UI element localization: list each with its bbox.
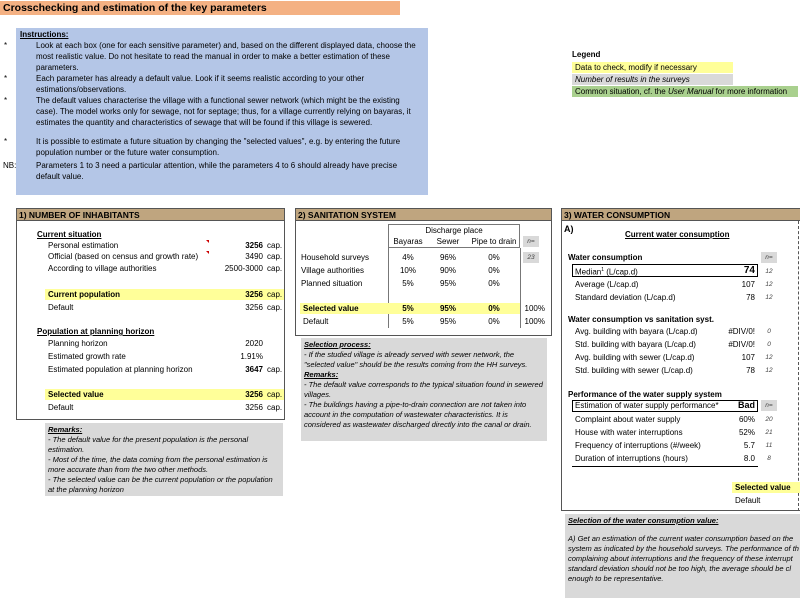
horizon-population-value: 3647 — [245, 365, 263, 374]
selected-sewer[interactable]: 95% — [439, 304, 456, 313]
cell[interactable]: 90% — [439, 266, 456, 275]
sel-title: Selection of the water consumption value: — [568, 516, 719, 525]
vs-title: Water consumption vs sanitation syst. — [568, 315, 714, 324]
bullet-mark: * — [4, 74, 8, 83]
remark: - The default value for the present population is the personal estimation. — [48, 435, 249, 454]
section1-header: 1) NUMBER OF INHABITANTS — [16, 208, 285, 221]
average-value: 107 — [741, 280, 755, 289]
instruction-text: The default values characterise the village with a functional sewer network (which might be the existing case). The model works only for sewage, not for septage; thus, for a village currently relying on bayaras, it estimates the quantity and characteristics of sewage that will be found if this village is sewered. — [36, 96, 411, 127]
n-count: 0 — [767, 328, 771, 335]
col-bayaras: Bayaras — [393, 237, 423, 246]
bullet-mark: * — [4, 137, 8, 146]
unit: cap. — [267, 403, 283, 412]
legend-common-pre: Common situation, cf. the — [575, 87, 668, 96]
current-population-label: Current population — [48, 290, 120, 299]
current-population-value[interactable]: 3256 — [245, 290, 263, 299]
section2-header: 2) SANITATION SYSTEM — [295, 208, 552, 221]
default-value: 3256 — [245, 303, 263, 312]
col-pipe: Pipe to drain — [471, 237, 517, 246]
official-label: Official (based on census and growth rate) — [48, 252, 199, 261]
col-n: n= — [523, 236, 539, 247]
legend-common-manual: User Manual — [667, 87, 714, 96]
std-label: Standard deviation (L/cap.d) — [575, 293, 676, 302]
n-count: 12 — [765, 294, 773, 301]
perf-row-label: Duration of interruptions (hours) — [575, 454, 688, 463]
process-title: Selection process: — [304, 340, 371, 349]
remark: - Most of the time, the data coming from the personal estimation is more accurate than from the two other methods. — [48, 455, 268, 474]
selected-total: 100% — [524, 304, 545, 313]
planning-horizon-value[interactable]: 2020 — [245, 339, 263, 348]
default2-value: 3256 — [245, 403, 263, 412]
growth-rate-label: Estimated growth rate — [48, 352, 126, 361]
process-text: - If the studied village is already served with sewer network, the "selected value" should be the results coming from the HH surveys. — [304, 350, 528, 369]
instruction-text: It is possible to estimate a future situation by changing the "selected values", e.g. by entering the future population number or the future water consumption. — [36, 137, 401, 157]
growth-rate-value[interactable]: 1.91% — [240, 352, 263, 361]
legend-common-post: for more information — [713, 87, 788, 96]
perf-row-label: Frequency of interruptions (#/week) — [575, 441, 701, 450]
default2-label: Default — [48, 403, 74, 412]
section1-remarks — [45, 423, 283, 496]
perf-row-value: 52% — [738, 428, 755, 437]
wc-title: Water consumption — [568, 253, 643, 262]
legend-title: Legend — [572, 50, 601, 59]
current-situation-title: Current situation — [37, 230, 102, 239]
part-a: A) — [564, 224, 574, 234]
instructions — [3, 29, 420, 182]
selected-label: Selected value — [303, 304, 359, 313]
unit: cap. — [267, 252, 283, 261]
authorities-label: According to village authorities — [48, 264, 157, 273]
std-value: 78 — [746, 293, 755, 302]
horizon-title: Population at planning horizon — [37, 327, 155, 336]
selected-bayaras[interactable]: 5% — [402, 304, 414, 313]
instruction-bullet — [4, 136, 420, 158]
vs-row-label: Avg. building with bayara (L/cap.d) — [575, 327, 698, 336]
n-header: n= — [761, 252, 777, 263]
legend-item-count: Number of results in the surveys — [572, 74, 733, 85]
vs-row-label: Avg. building with sewer (L/cap.d) — [575, 353, 695, 362]
perf-title: Performance of the water supply system — [568, 390, 722, 399]
planned-label: Planned situation — [301, 279, 363, 288]
unit: cap. — [267, 290, 283, 299]
nb-text: Parameters 1 to 3 need a particular attention, while the parameters 4 to 6 should already have precise default value. — [36, 161, 398, 181]
perf-row-value: 60% — [738, 415, 755, 424]
n-count: 23 — [523, 252, 539, 263]
selected-label: Selected value — [48, 390, 104, 399]
cell: 5% — [402, 317, 414, 326]
remark: - The selected value can be the current population or the population at the planning horizon — [48, 475, 273, 494]
cell[interactable]: 0% — [488, 279, 500, 288]
median-text: Median — [575, 267, 602, 277]
perf-row-label: House with water interruptions — [575, 428, 683, 437]
n-count: 12 — [765, 281, 773, 288]
cell[interactable]: 95% — [439, 279, 456, 288]
perf-row-value: 8.0 — [743, 454, 755, 463]
vs-row-value: 107 — [741, 353, 755, 362]
perf-row-value: 5.7 — [743, 441, 755, 450]
sel-text: A) Get an estimation of the current water consumption based on the system as indicated by the household surveys. The performance of th complaining about interruptions and the frequency of these interrupt standard deviation should not be too high, the average should be cl enough to be representative. — [568, 534, 799, 583]
n-count: 0 — [767, 341, 771, 348]
unit: cap. — [267, 390, 283, 399]
median-label — [575, 265, 638, 276]
official-value: 3490 — [245, 252, 263, 261]
instruction-text: Look at each box (one for each sensitive parameter) and, based on the different displayed data, choose the most realistic value. Do not hesitate to read the manual in order to make a better estimation of these parameters. — [36, 41, 416, 72]
legend-item-common — [572, 86, 798, 97]
authorities-value: 2500-3000 — [224, 264, 263, 273]
selected-pipe[interactable]: 0% — [488, 304, 500, 313]
nb-note — [3, 160, 420, 182]
average-label: Average (L/cap.d) — [575, 280, 639, 289]
cell: 0% — [488, 317, 500, 326]
unit: cap. — [267, 365, 283, 374]
instruction-text: Each parameter has already a default value. Look if it seems realistic according to your other estimations/observations. — [36, 74, 365, 94]
n-header: n= — [761, 400, 777, 411]
unit: cap. — [267, 303, 283, 312]
remark: - The default value corresponds to the typical situation found in sewered villages. — [304, 380, 543, 399]
bullet-mark: * — [4, 96, 8, 105]
col-sewer: Sewer — [436, 237, 460, 246]
perf-est-label: Estimation of water supply performance* — [575, 401, 719, 410]
n-count: 8 — [767, 455, 771, 462]
cell: 95% — [439, 317, 456, 326]
vs-row-label: Std. building with bayara (L/cap.d) — [575, 340, 696, 349]
legend — [572, 50, 798, 98]
cell[interactable]: 0% — [488, 266, 500, 275]
section3-notes — [565, 514, 800, 598]
personal-estimation-value[interactable]: 3256 — [245, 241, 263, 250]
instruction-bullet — [4, 40, 420, 73]
vs-row-value: #DIV/0! — [728, 327, 755, 336]
selected-label: Selected value — [735, 483, 791, 492]
hh-surveys-label: Household surveys — [301, 253, 370, 262]
cell: 96% — [439, 253, 456, 262]
current-consumption-title: Current water consumption — [625, 230, 730, 239]
planning-horizon-label: Planning horizon — [48, 339, 108, 348]
selected-population-value[interactable]: 3256 — [245, 390, 263, 399]
discharge-label: Discharge place — [425, 226, 483, 235]
instruction-bullet — [4, 73, 420, 95]
section2-table — [295, 221, 552, 336]
vs-row-label: Std. building with sewer (L/cap.d) — [575, 366, 693, 375]
section2-notes — [301, 338, 547, 441]
perf-row-label: Complaint about water supply — [575, 415, 681, 424]
section3-header: 3) WATER CONSUMPTION — [561, 208, 800, 221]
vs-row-value: 78 — [746, 366, 755, 375]
remarks-title: Remarks: — [304, 370, 339, 379]
n-count: 12 — [765, 268, 773, 275]
default-total: 100% — [524, 317, 545, 326]
n-count: 12 — [765, 354, 773, 361]
cell: 0% — [488, 253, 500, 262]
median-unit: (L/cap.d) — [604, 267, 638, 277]
perf-est-value[interactable]: Bad — [737, 400, 755, 410]
page-title: Crosschecking and estimation of the key parameters — [0, 1, 400, 15]
legend-item-check: Data to check, modify if necessary — [572, 62, 733, 73]
default-label: Default — [48, 303, 74, 312]
cell[interactable]: 10% — [399, 266, 416, 275]
remarks-title: Remarks: — [48, 425, 83, 434]
nb-label: NB: — [3, 161, 17, 170]
authorities-label: Village authorities — [301, 266, 365, 275]
bullet-mark: * — [4, 41, 8, 50]
cell[interactable]: 5% — [402, 279, 414, 288]
n-count: 12 — [765, 367, 773, 374]
unit: cap. — [267, 241, 283, 250]
n-count: 20 — [765, 416, 773, 423]
perf-underline — [572, 466, 758, 467]
n-count: 11 — [765, 442, 773, 449]
unit: cap. — [267, 264, 283, 273]
footnote-mark: 1 — [601, 267, 605, 273]
personal-estimation-label: Personal estimation — [48, 241, 119, 250]
median-value[interactable]: 74 — [743, 265, 755, 276]
horizon-population-label: Estimated population at planning horizon — [48, 365, 193, 374]
instruction-bullet — [4, 95, 420, 128]
default-label: Default — [303, 317, 329, 326]
cell: 4% — [402, 253, 414, 262]
section1-content — [16, 221, 285, 420]
remark: - The buildings having a pipe-to-drain connection are not taken into account in the computation of wastewater characteristics. It is considered as wastewater discharged directly into the canal or drain. — [304, 400, 532, 429]
default-label: Default — [735, 496, 761, 505]
vs-row-value: #DIV/0! — [728, 340, 755, 349]
n-count: 21 — [765, 429, 773, 436]
instructions-heading: Instructions: — [20, 30, 69, 39]
section3-content — [561, 221, 800, 511]
